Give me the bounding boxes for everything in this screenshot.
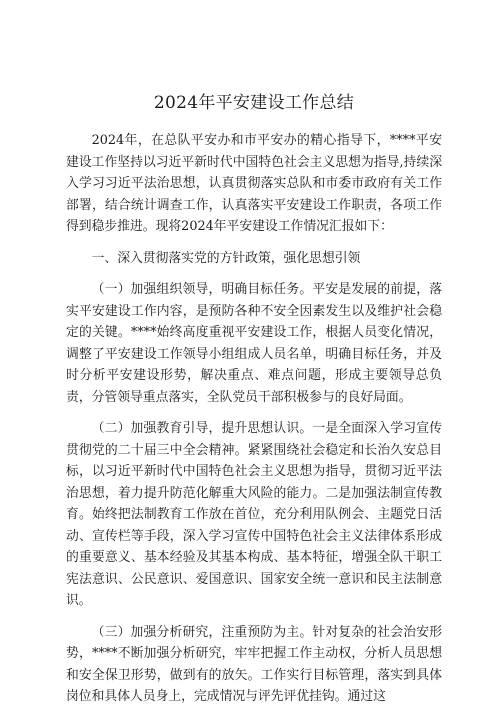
document-body — [66, 92, 442, 718]
paragraph-organization: （一）加强组织领导，明确目标任务。平安是发展的前提，落实平安建设工作内容，是预防各种不安全因素发生以及维护社会稳定的关键。****始终高度重视平安建设工作，根据人员变化情况，调整了平安建设工作领导小组组成人员名单，明确目标任务，并及时分析平安建设形势，解决重点、难点问题，形成主要领导总负责，分管领导重点落实，全队党员干部积极参与的良好局面。 — [66, 282, 442, 405]
section-heading-1: 一、深入贯彻落实党的方针政策，强化思想引领 — [91, 250, 361, 266]
paragraph-analysis: （三）加强分析研究，注重预防为主。针对复杂的社会治安形势，****不断加强分析研究，牢牢把握工作主动权，分析人员思想和安全保卫形势，做到有的放矢。工作实行目标管理，落实到具体岗位和具体人员身上，完成情况与评先评优挂钩。通过这 — [66, 624, 442, 704]
paragraph-education: （二）加强教育引导，提升思想认识。一是全面深入学习宣传贯彻党的二十届三中全会精神。紧紧围绕社会稳定和长治久安总目标，以习近平新时代中国特色社会主义思想为指导，贯彻习近平法治思想，着力提升防范化解重大风险的能力。二是加强法制宣传教育。始终把法制教育工作放在首位，充分利用队例会、主题党日活动、宣传栏等手段，深入学习宣传中国特色社会主义法律体系形成的重要意义、基本经验及其基本构成、基本特征，增强全队干职工宪法意识、公民意识、爱国意识、国家安全统一意识和民主法制意识。 — [66, 421, 442, 608]
document-title: 2024年平安建设工作总结 — [153, 93, 355, 113]
intro-paragraph: 2024年，在总队平安办和市平安办的精心指导下，****平安建设工作坚持以习近平新时代中国特色社会主义思想为指导,持续深入学习习近平法治思想，认真贯彻落实总队和市委市政府有关工作部署，结合统计调查工作，认真落实平安建设工作职责，各项工作得到稳步推进。现将2024年平安建设工作情况汇报如下： — [66, 133, 442, 234]
